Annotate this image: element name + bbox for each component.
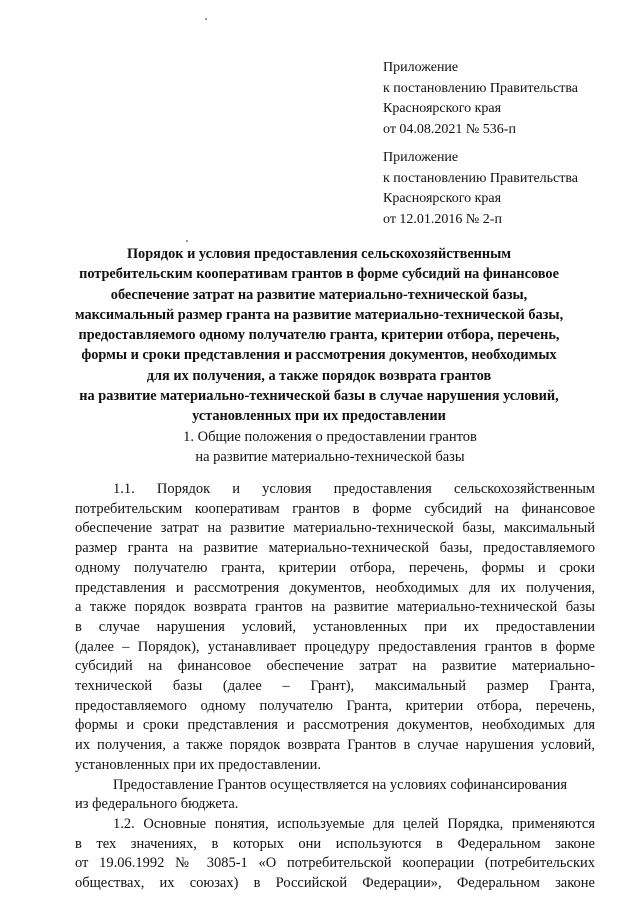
paragraph-line: формы и сроки представления и рассмотрения документов, необходимых для (75, 717, 595, 734)
scan-speck (186, 240, 188, 242)
paragraph-line: а также порядок возврата грантов на развитие материально-технической базы (75, 599, 595, 616)
appendix-note-original (383, 148, 578, 230)
paragraph-line: их получения, а также порядок возврата Грантов в случае нарушения условий, (75, 737, 595, 754)
appendix-decree: к постановлению Правительства (383, 80, 579, 96)
paragraph-line: 1.2. Основные понятия, используемые для целей Порядка, применяются (113, 815, 595, 832)
paragraph-line: в случае нарушения условий, установленных при их предоставлении (75, 618, 595, 635)
paragraph-line: Предоставление Грантов осуществляется на условиях софинансирования (113, 776, 568, 793)
appendix-region: Красноярского края (383, 101, 502, 116)
paragraph-line: предоставляемого одному получателю Гранта, критерии отбора, перечень, (75, 697, 595, 714)
title-line: предоставляемого одному получателю гранта, критерии отбора, перечень, (78, 327, 560, 344)
title-line: установленных при их предоставлении (192, 408, 446, 425)
paragraph-line: (далее – Порядок), устанавливает процедуру предоставления грантов в форме (75, 638, 595, 655)
section-heading (0, 427, 638, 467)
appendix-date-number: от 04.08.2021 № 536-п (383, 121, 516, 137)
paragraph-line: размер гранта на развитие материально-технической базы, предоставляемого (75, 540, 595, 557)
paragraph-line: от 19.06.1992 № 3085-1 «О потребительской кооперации (потребительских (75, 855, 595, 872)
paragraph-line: одному получателю гранта, критерии отбора, перечень, формы и сроки (75, 559, 595, 576)
paragraph-line: технической базы (далее – Грант), максимальный размер Гранта, (75, 678, 595, 695)
appendix-decree: к постановлению Правительства (383, 170, 579, 186)
title-line: на развитие материально-технической базы в случае нарушения условий, (79, 388, 559, 405)
paragraph-line: установленных при их предоставлении. (75, 756, 321, 773)
title-line: максимальный размер гранта на развитие материально-технической базы, (74, 306, 564, 323)
appendix-label: Приложение (383, 150, 459, 165)
document-title (0, 244, 638, 427)
title-line: Порядок и условия предоставления сельскохозяйственным (126, 246, 512, 262)
section-heading-line: 1. Общие положения о предоставлении грантов (183, 429, 477, 445)
scan-speck (205, 18, 207, 20)
paragraph-line: обществах, их союзах) в Российской Федерации», Федеральном законе (75, 875, 595, 892)
section-heading-line: на развитие материально-технической базы (195, 449, 465, 465)
paragraph-line: представления и рассмотрения документов, необходимых для их получения, (75, 579, 595, 596)
title-line: формы и сроки представления и рассмотрения документов, необходимых (81, 347, 557, 364)
body-text (75, 480, 595, 894)
appendix-label: Приложение (383, 60, 459, 75)
paragraph-line: в тех значениях, в которых они используются в Федеральном законе (75, 835, 595, 852)
appendix-note-current (383, 58, 578, 140)
paragraph-line: 1.1. Порядок и условия предоставления сельскохозяйственным (113, 481, 595, 497)
appendix-date-number: от 12.01.2016 № 2-п (383, 211, 502, 227)
paragraph-line: потребительским кооперативам грантов в форме субсидий на финансовое (75, 500, 595, 517)
title-line: обеспечение затрат на развитие материально-технической базы, (110, 286, 528, 303)
paragraph-line: обеспечение затрат на развитие материально-технической базы, максимальный (75, 520, 595, 537)
paragraph-line: субсидий на финансовое обеспечение затрат на развитие материально- (75, 658, 595, 675)
paragraph-line: из федерального бюджета. (75, 796, 239, 813)
title-line: для их получения, а также порядок возврата грантов (146, 367, 492, 384)
appendix-region: Красноярского края (383, 191, 502, 206)
title-line: потребительским кооперативам грантов в форме субсидий на финансовое (79, 266, 559, 283)
